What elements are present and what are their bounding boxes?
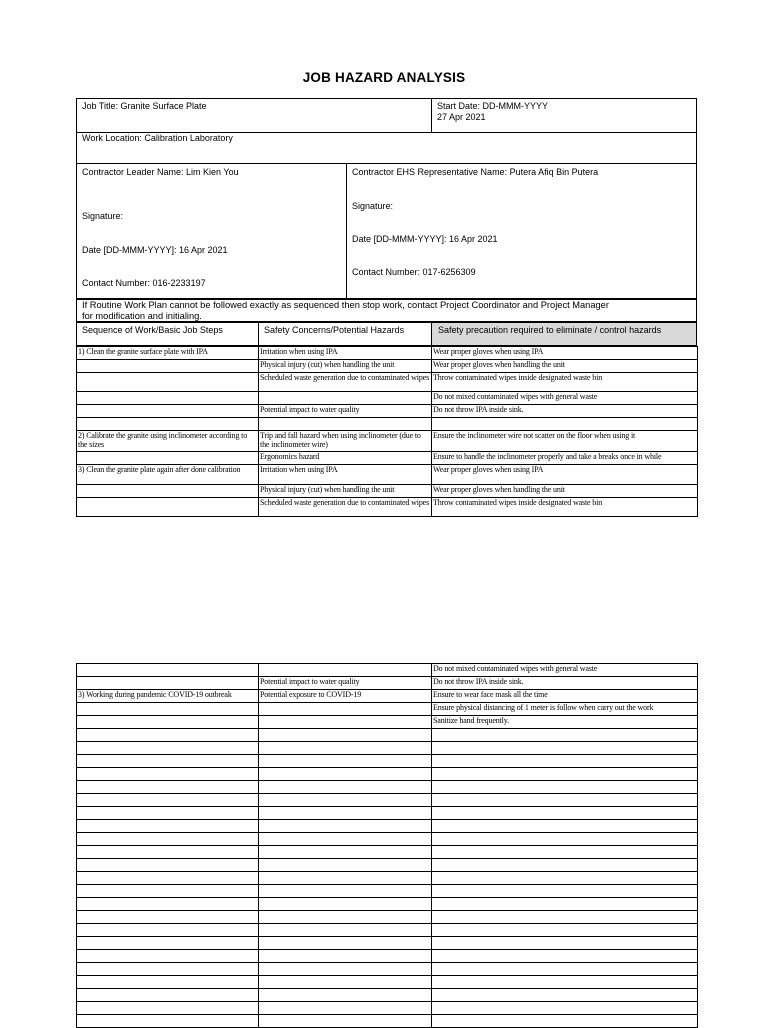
- table-row: [77, 859, 698, 872]
- cell-job-step: [77, 924, 259, 937]
- cell-precaution: [432, 846, 698, 859]
- cell-precaution: [432, 885, 698, 898]
- cell-precaution: [432, 794, 698, 807]
- cell-job-step: [77, 677, 259, 690]
- cell-precaution: [432, 976, 698, 989]
- cell-hazard: Irritation when using IPA: [259, 347, 432, 360]
- cell-job-step: [77, 452, 259, 465]
- cell-precaution: [432, 729, 698, 742]
- cell-precaution: [432, 768, 698, 781]
- cell-hazard: [259, 742, 432, 755]
- cell-precaution: Wear proper gloves when using IPA: [432, 465, 698, 485]
- cell-hazard: Irritation when using IPA: [259, 465, 432, 485]
- cell-precaution: [432, 742, 698, 755]
- table-row: [77, 498, 698, 517]
- cell-hazard: Scheduled waste generation due to contaminated wipes: [259, 373, 432, 392]
- cell-job-step: [77, 989, 259, 1002]
- cell-job-step: [77, 781, 259, 794]
- table-row: [77, 898, 698, 911]
- cell-job-step: [77, 820, 259, 833]
- cell-hazard: [259, 418, 432, 431]
- table-row: [77, 924, 698, 937]
- start-date-label: Start Date: DD-MMM-YYYY: [437, 101, 549, 111]
- contractor-leader-signature: Signature:: [82, 211, 124, 221]
- cell-precaution: [432, 807, 698, 820]
- cell-hazard: [259, 794, 432, 807]
- cell-precaution: [432, 950, 698, 963]
- cell-hazard: [259, 781, 432, 794]
- table-row: [77, 729, 698, 742]
- cell-precaution: Ensure the inclinometer wire not scatter on the floor when using it: [432, 431, 698, 452]
- contractor-ehs-name: Contractor EHS Representative Name: Putera Afiq Bin Putera: [352, 167, 599, 177]
- cell-precaution: Do not throw IPA inside sink.: [432, 677, 698, 690]
- routine-note-line1: If Routine Work Plan cannot be followed exactly as sequenced then stop work, contact Project Coordinator and Project Manager: [82, 300, 609, 310]
- cell-job-step: [77, 498, 259, 517]
- table-row: [77, 937, 698, 950]
- header-divider-2: [431, 322, 432, 346]
- cell-job-step: [77, 392, 259, 405]
- table-row: [77, 872, 698, 885]
- divider-row2: [76, 163, 697, 164]
- cell-job-step: 3) Clean the granite plate again after done calibration: [77, 465, 259, 485]
- cell-hazard: [259, 716, 432, 729]
- cell-precaution: Ensure to wear face mask all the time: [432, 690, 698, 703]
- table-row: [77, 807, 698, 820]
- cell-hazard: Physical injury (cut) when handling the unit: [259, 485, 432, 498]
- cell-job-step: [77, 418, 259, 431]
- cell-hazard: [259, 392, 432, 405]
- table-row: [77, 465, 698, 485]
- cell-precaution: [432, 989, 698, 1002]
- cell-precaution: [432, 1002, 698, 1015]
- cell-precaution: [432, 911, 698, 924]
- table-row: [77, 677, 698, 690]
- cell-job-step: [77, 729, 259, 742]
- cell-precaution: [432, 1015, 698, 1028]
- cell-precaution: Ensure to handle the inclinometer properly and take a breaks once in while: [432, 452, 698, 465]
- table-row: [77, 989, 698, 1002]
- cell-hazard: [259, 664, 432, 677]
- table-row: [77, 373, 698, 392]
- cell-hazard: [259, 1002, 432, 1015]
- cell-job-step: [77, 898, 259, 911]
- table-row: [77, 418, 698, 431]
- cell-precaution: [432, 781, 698, 794]
- contractor-ehs-signature: Signature:: [352, 201, 394, 211]
- cell-hazard: [259, 1015, 432, 1028]
- routine-note-line2: for modification and initialing.: [82, 311, 202, 321]
- cell-precaution: [432, 937, 698, 950]
- table-row: [77, 392, 698, 405]
- table-row: [77, 976, 698, 989]
- table-row: [77, 690, 698, 703]
- header-precautions: Safety precaution required to eliminate / control hazards: [438, 325, 662, 335]
- cell-hazard: [259, 937, 432, 950]
- contractor-leader-name: Contractor Leader Name: Lim Kien You: [82, 167, 239, 177]
- header-sequence: Sequence of Work/Basic Job Steps: [82, 325, 223, 335]
- cell-job-step: [77, 937, 259, 950]
- cell-job-step: [77, 742, 259, 755]
- table-row: [77, 431, 698, 452]
- cell-job-step: [77, 794, 259, 807]
- cell-hazard: Ergonomics hazard: [259, 452, 432, 465]
- cell-job-step: [77, 950, 259, 963]
- cell-hazard: [259, 768, 432, 781]
- table-row: [77, 833, 698, 846]
- header-hazards: Safety Concerns/Potential Hazards: [264, 325, 405, 335]
- cell-hazard: [259, 820, 432, 833]
- cell-hazard: Potential impact to water quality: [259, 677, 432, 690]
- cell-precaution: [432, 820, 698, 833]
- start-date-value: 27 Apr 2021: [437, 112, 486, 122]
- cell-job-step: [77, 846, 259, 859]
- cell-hazard: [259, 898, 432, 911]
- cell-hazard: [259, 872, 432, 885]
- hazard-table-page2: [76, 663, 698, 1028]
- table-row: [77, 781, 698, 794]
- cell-job-step: [77, 703, 259, 716]
- table-row: [77, 742, 698, 755]
- table-row: [77, 703, 698, 716]
- cell-precaution: [432, 859, 698, 872]
- cell-job-step: [77, 885, 259, 898]
- cell-hazard: [259, 859, 432, 872]
- cell-hazard: [259, 729, 432, 742]
- table-row: [77, 820, 698, 833]
- cell-job-step: [77, 768, 259, 781]
- cell-job-step: [77, 859, 259, 872]
- cell-job-step: [77, 872, 259, 885]
- cell-hazard: [259, 807, 432, 820]
- cell-hazard: [259, 833, 432, 846]
- table-row: [77, 755, 698, 768]
- cell-hazard: [259, 755, 432, 768]
- contractor-ehs-date: Date [DD-MMM-YYYY]: 16 Apr 2021: [352, 234, 498, 244]
- cell-job-step: [77, 807, 259, 820]
- cell-precaution: Do not throw IPA inside sink.: [432, 405, 698, 418]
- cell-hazard: [259, 976, 432, 989]
- table-row: [77, 950, 698, 963]
- cell-precaution: Wear proper gloves when handling the unit: [432, 360, 698, 373]
- header-divider-1: [258, 322, 259, 346]
- cell-hazard: [259, 963, 432, 976]
- cell-job-step: [77, 373, 259, 392]
- divider-contacts: [346, 163, 347, 299]
- cell-precaution: Do not mixed contaminated wipes with general waste: [432, 664, 698, 677]
- cell-precaution: [432, 963, 698, 976]
- cell-precaution: Sanitize hand frequently.: [432, 716, 698, 729]
- cell-job-step: [77, 976, 259, 989]
- cell-precaution: [432, 755, 698, 768]
- cell-job-step: [77, 664, 259, 677]
- cell-precaution: Throw contaminated wipes inside designated waste bin: [432, 373, 698, 392]
- cell-hazard: [259, 885, 432, 898]
- cell-hazard: [259, 911, 432, 924]
- cell-hazard: [259, 703, 432, 716]
- cell-job-step: [77, 911, 259, 924]
- table-row: [77, 911, 698, 924]
- table-row: [77, 452, 698, 465]
- contractor-leader-contact: Contact Number: 016-2233197: [82, 278, 206, 288]
- contractor-leader-date: Date [DD-MMM-YYYY]: 16 Apr 2021: [82, 245, 228, 255]
- cell-hazard: [259, 950, 432, 963]
- divider-job-start: [431, 98, 432, 132]
- table-row: [77, 716, 698, 729]
- table-row: [77, 885, 698, 898]
- cell-job-step: 1) Clean the granite surface plate with IPA: [77, 347, 259, 360]
- cell-job-step: 2) Calibrate the granite using inclinometer according to the sizes: [77, 431, 259, 452]
- cell-job-step: [77, 405, 259, 418]
- cell-precaution: [432, 898, 698, 911]
- cell-job-step: [77, 360, 259, 373]
- cell-hazard: [259, 924, 432, 937]
- table-row: [77, 664, 698, 677]
- job-title: Job Title: Granite Surface Plate: [82, 101, 207, 111]
- cell-hazard: Potential impact to water quality: [259, 405, 432, 418]
- cell-job-step: [77, 755, 259, 768]
- cell-precaution: Do not mixed contaminated wipes with general waste: [432, 392, 698, 405]
- table-row: [77, 768, 698, 781]
- cell-precaution: [432, 872, 698, 885]
- cell-job-step: [77, 485, 259, 498]
- table-row: [77, 347, 698, 360]
- cell-job-step: [77, 833, 259, 846]
- cell-hazard: [259, 846, 432, 859]
- table-row: [77, 1002, 698, 1015]
- hazard-table-page1: [76, 346, 698, 517]
- cell-precaution: [432, 924, 698, 937]
- cell-precaution: Throw contaminated wipes inside designated waste bin: [432, 498, 698, 517]
- cell-job-step: [77, 963, 259, 976]
- table-row: [77, 485, 698, 498]
- table-row: [77, 1015, 698, 1028]
- cell-job-step: 3) Working during pandemic COVID-19 outbreak: [77, 690, 259, 703]
- cell-precaution: Wear proper gloves when handling the unit: [432, 485, 698, 498]
- table-row: [77, 405, 698, 418]
- table-row: [77, 360, 698, 373]
- cell-hazard: Physical injury (cut) when handling the unit: [259, 360, 432, 373]
- cell-hazard: Potential exposure to COVID-19: [259, 690, 432, 703]
- table-row: [77, 794, 698, 807]
- table-row: [77, 963, 698, 976]
- cell-job-step: [77, 1015, 259, 1028]
- cell-precaution: Ensure physical distancing of 1 meter is follow when carry out the work: [432, 703, 698, 716]
- cell-precaution: [432, 833, 698, 846]
- cell-job-step: [77, 716, 259, 729]
- document-title: JOB HAZARD ANALYSIS: [302, 70, 466, 85]
- table-row: [77, 846, 698, 859]
- contractor-ehs-contact: Contact Number: 017-6256309: [352, 267, 476, 277]
- cell-hazard: Trip and fall hazard when using inclinometer (due to the inclinometer wire): [259, 431, 432, 452]
- cell-precaution: Wear proper gloves when using IPA: [432, 347, 698, 360]
- cell-hazard: [259, 989, 432, 1002]
- cell-hazard: Scheduled waste generation due to contaminated wipes: [259, 498, 432, 517]
- cell-precaution: [432, 418, 698, 431]
- work-location: Work Location: Calibration Laboratory: [82, 133, 233, 143]
- cell-job-step: [77, 1002, 259, 1015]
